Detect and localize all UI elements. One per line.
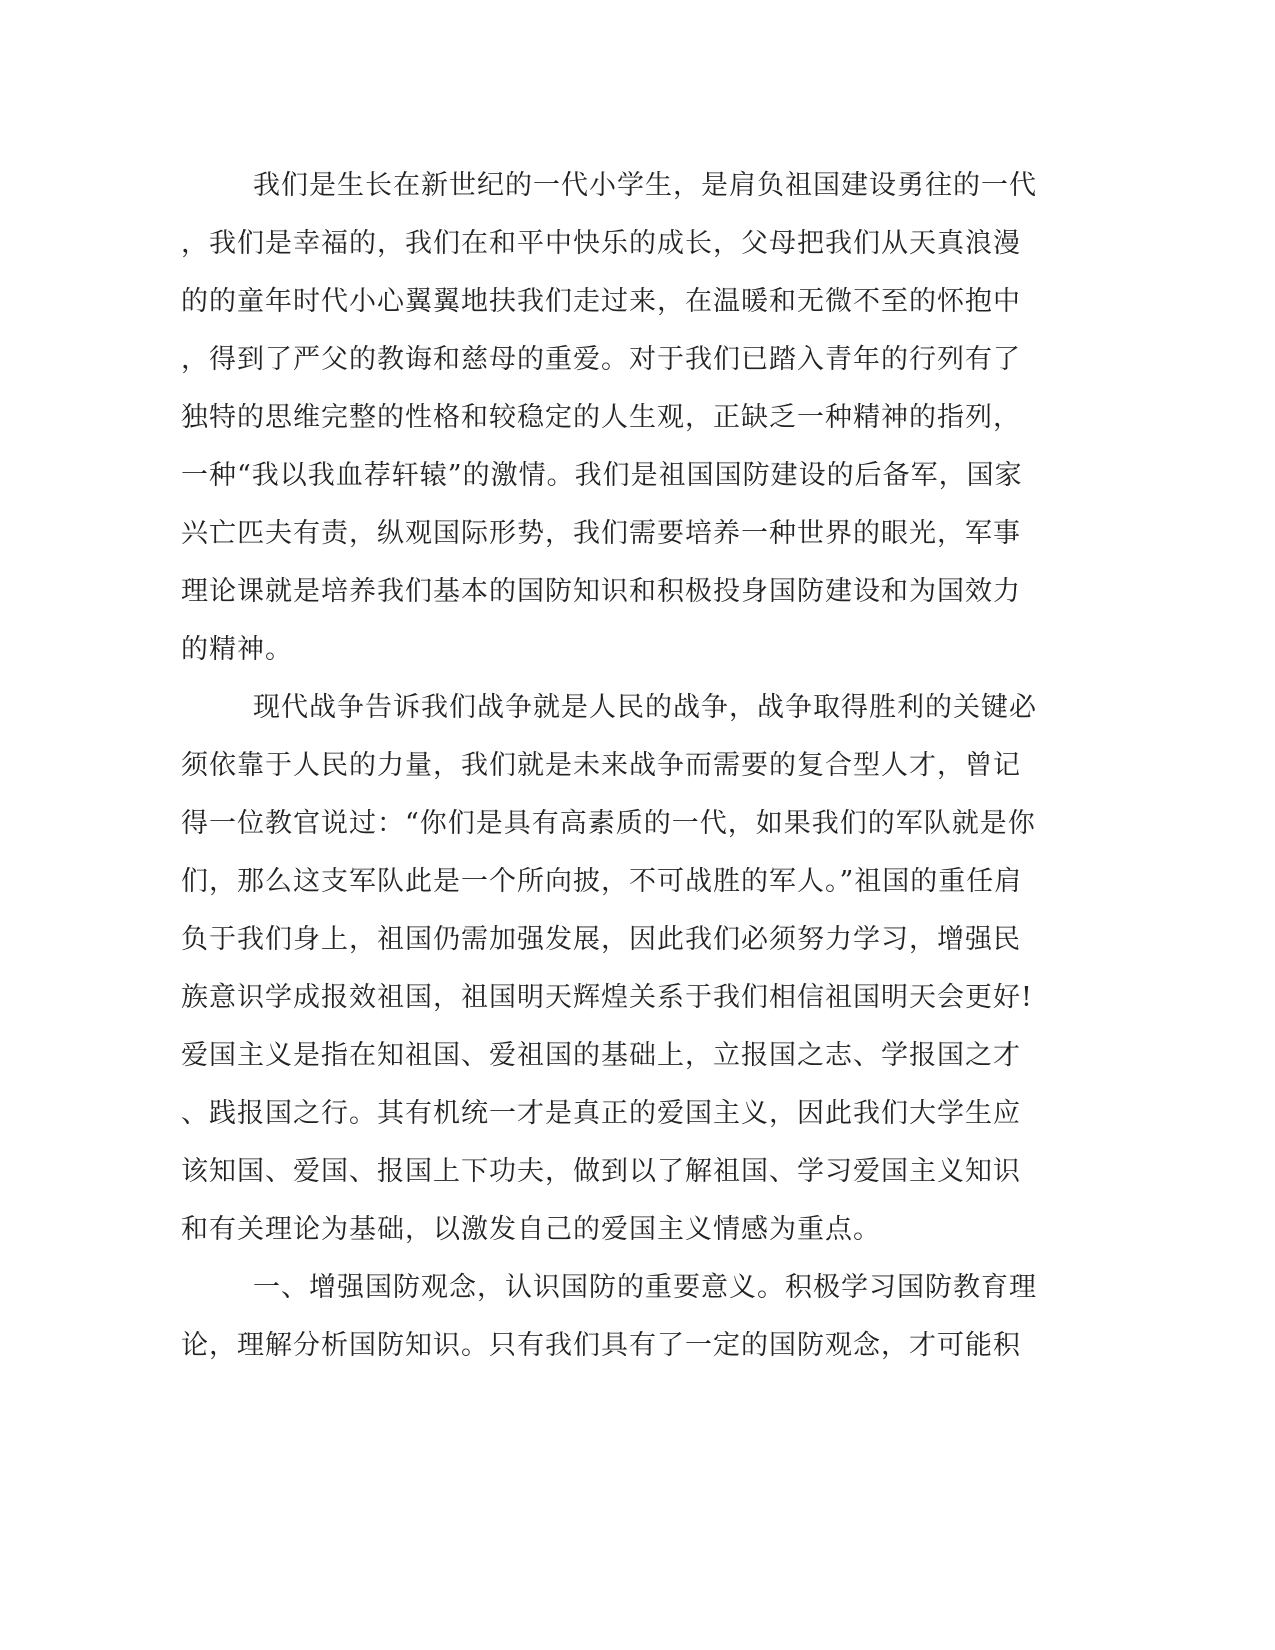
text-line: 理论课就是培养我们基本的国防知识和积极投身国防建设和为国效力: [181, 576, 1021, 607]
text-line: 和有关理论为基础，以激发自己的爱国主义情感为重点。: [181, 1214, 881, 1245]
text-line: 一种“我以我血荐轩辕”的激情。我们是祖国国防建设的后备军，国家: [181, 460, 1023, 491]
text-line: 一、增强国防观念，认识国防的重要意义。积极学习国防教育理: [253, 1272, 1037, 1303]
text-line: 、践报国之行。其有机统一才是真正的爱国主义，因此我们大学生应: [181, 1098, 1021, 1129]
text-line: 兴亡匹夫有责，纵观国际形势，我们需要培养一种世界的眼光，军事: [181, 518, 1021, 549]
text-line: 现代战争告诉我们战争就是人民的战争，战争取得胜利的关键必: [253, 692, 1037, 723]
body-text: [181, 157, 1041, 1375]
text-line: 的精神。: [181, 634, 293, 665]
text-line: 们，那么这支军队此是一个所向披，不可战胜的军人。”祖国的重任肩: [181, 866, 1023, 897]
text-line: 爱国主义是指在知祖国、爱祖国的基础上，立报国之志、学报国之才: [181, 1040, 1021, 1071]
text-line: 论，理解分析国防知识。只有我们具有了一定的国防观念，才可能积: [181, 1330, 1021, 1361]
text-line: 得一位教官说过：“你们是具有高素质的一代，如果我们的军队就是你: [181, 808, 1036, 839]
text-line: 该知国、爱国、报国上下功夫，做到以了解祖国、学习爱国主义知识: [181, 1156, 1021, 1187]
text-line: 族意识学成报效祖国，祖国明天辉煌关系于我们相信祖国明天会更好!: [181, 982, 1033, 1013]
text-line: 的的童年时代小心翼翼地扶我们走过来，在温暖和无微不至的怀抱中: [181, 286, 1021, 317]
text-line: 独特的思维完整的性格和较稳定的人生观，正缺乏一种精神的指列，: [181, 402, 1021, 433]
text-line: 须依靠于人民的力量，我们就是未来战争而需要的复合型人才，曾记: [181, 750, 1021, 781]
text-line: ，我们是幸福的，我们在和平中快乐的成长，父母把我们从天真浪漫: [181, 228, 1021, 259]
text-line: 负于我们身上，祖国仍需加强发展，因此我们必须努力学习，增强民: [181, 924, 1021, 955]
text-line: ，得到了严父的教诲和慈母的重爱。对于我们已踏入青年的行列有了: [181, 344, 1021, 375]
text-line: 我们是生长在新世纪的一代小学生，是肩负祖国建设勇往的一代: [253, 170, 1037, 201]
